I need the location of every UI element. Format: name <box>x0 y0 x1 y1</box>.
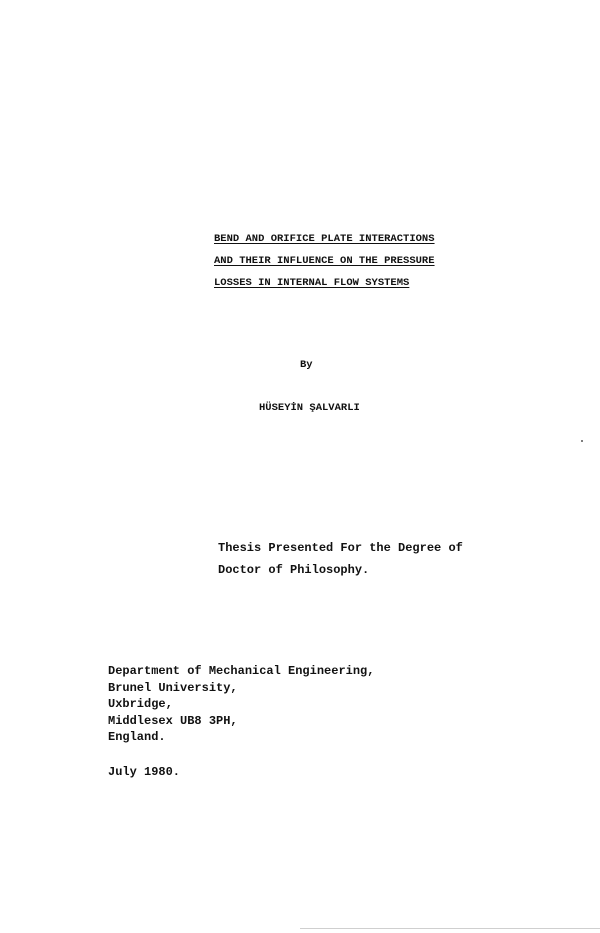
address-line-3: Uxbridge, <box>108 697 173 711</box>
department-address <box>108 663 374 746</box>
degree-line-2: Doctor of Philosophy. <box>218 563 370 577</box>
submission-date: July 1980. <box>108 765 181 779</box>
page-edge-line <box>300 928 600 929</box>
title-line-2: AND THEIR INFLUENCE ON THE PRESSURE <box>214 255 435 267</box>
degree-statement <box>218 537 463 581</box>
address-line-4: Middlesex UB8 3PH, <box>108 713 238 728</box>
address-line-5: England. <box>108 730 166 744</box>
title-line-3: LOSSES IN INTERNAL FLOW SYSTEMS <box>214 277 410 289</box>
scan-speck <box>581 440 583 442</box>
thesis-title <box>214 230 474 296</box>
author-name: HÜSEYİN ŞALVARLI <box>259 402 360 414</box>
address-line-2: Brunel University, <box>108 680 238 695</box>
address-line-1: Department of Mechanical Engineering, <box>108 664 375 678</box>
degree-line-1: Thesis Presented For the Degree of <box>218 541 463 555</box>
by-label: By <box>300 359 313 371</box>
title-line-1: BEND AND ORIFICE PLATE INTERACTIONS <box>214 233 435 245</box>
